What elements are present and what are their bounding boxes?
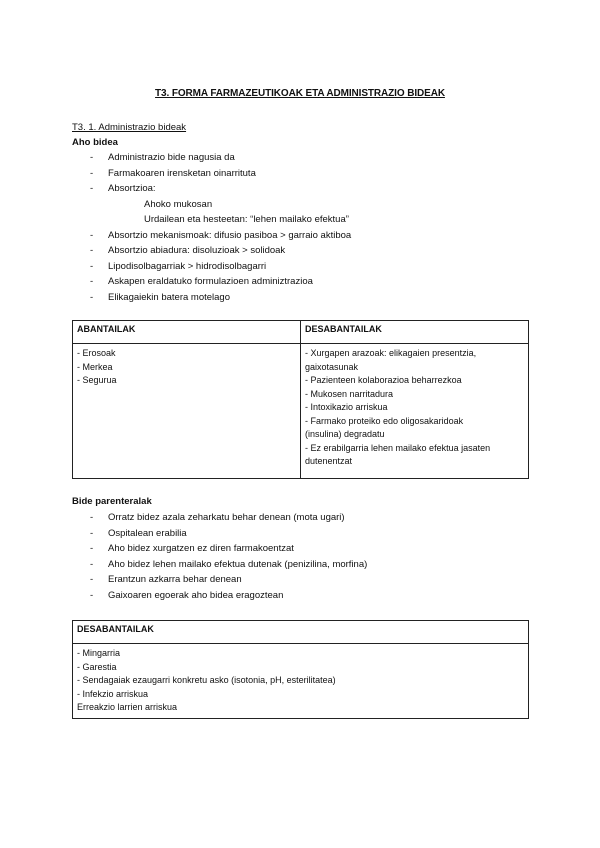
table-cell-line: - Xurgapen arazoak: elikagaien presentzia, <box>305 348 477 358</box>
list-item <box>72 166 532 182</box>
list-item-text: Administrazio bide nagusia da <box>108 152 235 163</box>
list-item <box>72 150 532 166</box>
list-dash: - <box>90 589 94 601</box>
advantages-header: ABANTAILAK <box>73 321 301 344</box>
table-cell-line: - Sendagaiak ezaugarri konkretu asko (isotonia, pH, esterilitatea) <box>77 675 336 685</box>
list-item-text: Aho bidez lehen mailako efektua dutenak (penizilina, morfina) <box>108 558 368 570</box>
parenteral-disadvantages-header: DESABANTAILAK <box>73 621 529 644</box>
section-heading-parenteral: Bide parenteralak <box>72 496 152 507</box>
list-item-text: Elikagaiekin batera motelago <box>108 291 230 303</box>
list-dash: - <box>90 558 94 570</box>
list-item-text: Urdailean eta hesteetan: “lehen mailako efektua” <box>144 214 349 225</box>
table-cell-line: - Erosoak <box>77 348 116 358</box>
subsection-title: T3. 1. Administrazio bideak <box>72 122 187 133</box>
list-item <box>72 228 532 244</box>
list-item-text: Absortzio abiadura: disoluzioak > solidoak <box>108 245 286 256</box>
list-item-text: Absortzio mekanismoak: difusio pasiboa > garraio aktiboa <box>108 229 352 241</box>
table-cell-line: - Segurua <box>77 375 117 385</box>
list-item <box>72 181 532 197</box>
table-cell-line: gaixotasunak <box>305 361 359 372</box>
advantages-table <box>72 320 529 479</box>
list-item <box>72 572 532 588</box>
parenteral-disadvantages-table <box>72 620 529 719</box>
table-cell-line: Erreakzio larrien arriskua <box>77 702 178 712</box>
list-dash: - <box>90 276 94 287</box>
table-cell-line: - Mukosen narritadura <box>305 388 394 399</box>
table-cell-line: - Intoxikazio arriskua <box>305 402 388 412</box>
section-heading-aho-bidea: Aho bidea <box>72 137 118 148</box>
table-cell-line: - Mingarria <box>77 648 121 658</box>
disadvantages-header: DESABANTAILAK <box>301 321 529 344</box>
list-item <box>72 274 532 290</box>
list-item <box>72 259 532 275</box>
list-item <box>72 588 532 604</box>
advantages-cell <box>73 344 301 479</box>
list-item-text: Lipodisolbagarriak > hidrodisolbagarri <box>108 260 267 272</box>
list-item <box>72 541 532 557</box>
list-item-text: Aho bidez xurgatzen ez diren farmakoentzat <box>108 543 294 554</box>
list-dash: - <box>90 260 94 272</box>
disadvantages-cell <box>301 344 529 479</box>
list-item <box>72 526 532 542</box>
list-item <box>72 212 532 228</box>
list-item-text: Ahoko mukosan <box>144 198 213 210</box>
list-dash: - <box>90 167 94 179</box>
table-cell-line: - Pazienteen kolaborazioa beharrezkoa <box>305 375 462 385</box>
list-dash: - <box>90 152 94 163</box>
list-dash: - <box>90 245 94 256</box>
table-cell-line: - Ez erabilgarria lehen mailako efektua jasaten <box>305 442 491 453</box>
list-item <box>72 510 532 526</box>
table-cell-line: (insulina) degradatu <box>305 429 385 439</box>
list-dash: - <box>90 527 94 539</box>
list-dash: - <box>90 574 94 585</box>
parenteral-disadvantages-cell <box>73 644 529 719</box>
list-item-text: Askapen eraldatuko formulazioen adminiztrazioa <box>108 276 313 287</box>
table-cell-line: dutenentzat <box>305 456 353 466</box>
aho-bidea-list <box>72 150 532 305</box>
list-dash: - <box>90 291 94 303</box>
list-item <box>72 197 532 213</box>
list-item-text: Absortzioa: <box>108 183 156 194</box>
list-item-text: Farmakoaren irensketan oinarrituta <box>108 167 256 179</box>
table-cell-line: - Garestia <box>77 661 117 672</box>
list-dash: - <box>90 543 94 554</box>
table-cell-line: - Merkea <box>77 361 113 372</box>
list-dash: - <box>90 229 94 241</box>
document-title: T3. FORMA FARMAZEUTIKOAK ETA ADMINISTRAZIO BIDEAK <box>155 88 445 99</box>
list-item-text: Ospitalean erabilia <box>108 527 187 539</box>
parenteral-list <box>72 510 532 603</box>
list-item <box>72 290 532 306</box>
list-item-text: Erantzun azkarra behar denean <box>108 574 242 585</box>
list-item <box>72 557 532 573</box>
list-dash: - <box>90 512 94 523</box>
table-cell-line: - Farmako proteiko edo oligosakaridoak <box>305 415 464 426</box>
list-dash: - <box>90 183 94 194</box>
list-item-text: Orratz bidez azala zeharkatu behar denean (mota ugari) <box>108 512 345 523</box>
list-item-text: Gaixoaren egoerak aho bidea eragoztean <box>108 589 284 601</box>
table-cell-line: - Infekzio arriskua <box>77 688 149 699</box>
list-item <box>72 243 532 259</box>
